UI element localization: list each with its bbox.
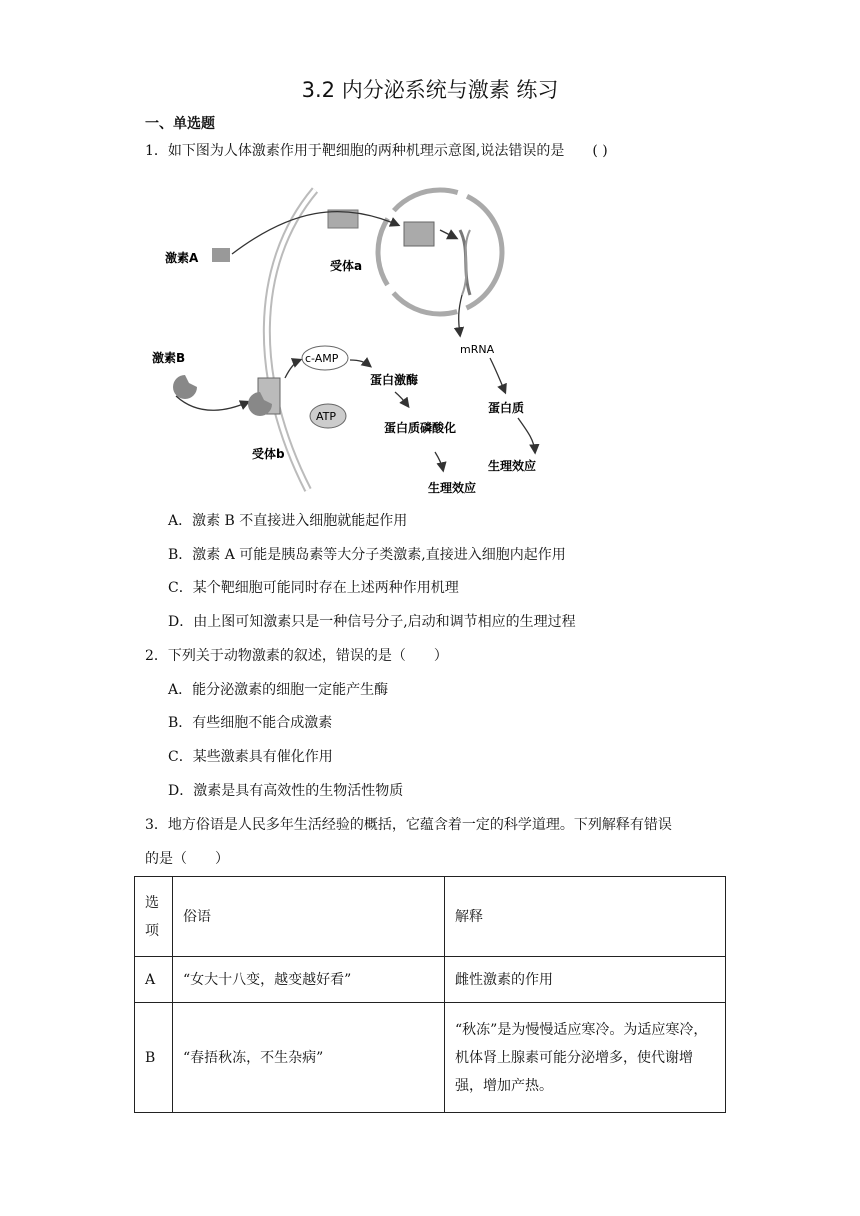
q1-option-a: A．激素 B 不直接进入细胞就能起作用 xyxy=(168,513,408,529)
row-b-proverb: “春捂秋冻，不生杂病” xyxy=(173,1003,445,1113)
label-effect-left: 生理效应 xyxy=(428,481,477,495)
row-a-option: A xyxy=(135,957,173,1003)
question-1-stem: 1．如下图为人体激素作用于靶细胞的两种机理示意图,说法错误的是 ( ) xyxy=(145,143,608,159)
hormone-b-shape xyxy=(173,375,197,399)
label-hormone-a: 激素A xyxy=(165,251,199,265)
label-receptor-b: 受体b xyxy=(252,447,285,461)
cell-membrane xyxy=(267,190,315,490)
q2-option-c: C．某些激素具有催化作用 xyxy=(168,749,333,765)
proverb-table xyxy=(134,876,726,1113)
nucleus xyxy=(378,190,502,314)
header-explanation: 解释 xyxy=(445,877,726,957)
label-hormone-b: 激素B xyxy=(152,351,186,365)
table-header-row xyxy=(135,877,726,957)
row-a-explanation: 雌性激素的作用 xyxy=(445,957,726,1003)
q1-option-d: D．由上图可知激素只是一种信号分子,启动和调节相应的生理过程 xyxy=(168,614,576,630)
row-b-explanation: “秋冻”是为慢慢适应寒冷。为适应寒冷，机体肾上腺素可能分泌增多，使代谢增强，增加产热。 xyxy=(445,1003,726,1113)
q2-option-b: B．有些细胞不能合成激素 xyxy=(168,715,333,731)
hormone-mechanism-figure xyxy=(140,170,560,502)
question-3-stem-line1: 3．地方俗语是人民多年生活经验的概括，它蕴含着一定的科学道理。下列解释有错误 xyxy=(145,817,672,833)
table-row xyxy=(135,1003,726,1113)
hormone-a-shape xyxy=(212,248,230,262)
question-3-stem-line2: 的是（ ） xyxy=(145,851,229,867)
hormone-receptor-complex xyxy=(404,222,434,246)
q2-option-d: D．激素是具有高效性的生物活性物质 xyxy=(168,783,404,799)
label-mrna: mRNA xyxy=(460,343,495,356)
header-proverb: 俗语 xyxy=(173,877,445,957)
section-heading: 一、单选题 xyxy=(145,116,215,132)
table-row xyxy=(135,957,726,1003)
label-effect-right: 生理效应 xyxy=(488,459,537,473)
label-kinase: 蛋白激酶 xyxy=(370,373,419,387)
row-b-option: B xyxy=(135,1003,173,1113)
label-camp: c-AMP xyxy=(305,352,339,365)
q2-option-a: A．能分泌激素的细胞一定能产生酶 xyxy=(168,682,389,698)
header-option: 选 项 xyxy=(135,877,173,957)
row-a-proverb: “女大十八变，越变越好看” xyxy=(173,957,445,1003)
label-phosphorylation: 蛋白质磷酸化 xyxy=(384,421,457,435)
label-receptor-a: 受体a xyxy=(330,259,363,273)
page-title: 3.2 内分泌系统与激素 练习 xyxy=(301,78,559,102)
q1-option-b: B．激素 A 可能是胰岛素等大分子类激素,直接进入细胞内起作用 xyxy=(168,547,566,563)
question-2-stem: 2．下列关于动物激素的叙述，错误的是（ ） xyxy=(145,648,448,664)
q1-option-c: C．某个靶细胞可能同时存在上述两种作用机理 xyxy=(168,580,459,596)
label-atp: ATP xyxy=(316,410,337,423)
label-protein: 蛋白质 xyxy=(488,401,525,415)
